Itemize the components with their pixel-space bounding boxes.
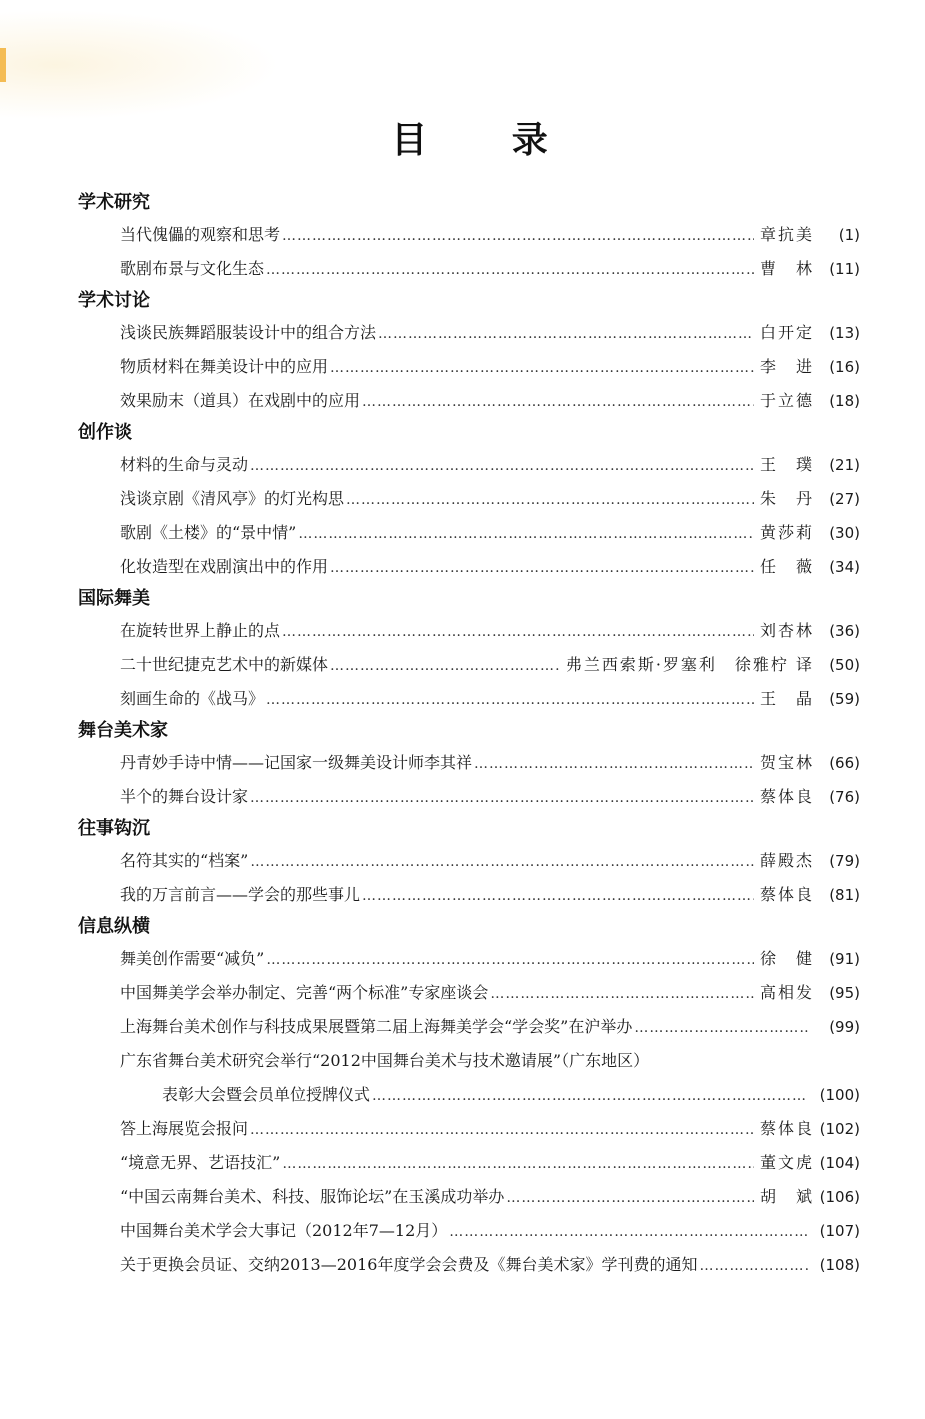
entry-page-number: (79): [829, 852, 860, 870]
toc-entry[interactable]: [78, 1010, 860, 1044]
entry-author: 弗兰西索斯·罗塞利 徐雅柠 译: [565, 655, 814, 674]
entry-author: 黄莎莉: [759, 523, 814, 542]
entry-page-number: (30): [829, 524, 860, 542]
entry-title: 材料的生命与灵动: [120, 455, 249, 474]
entry-title: 浅谈京剧《清风亭》的灯光构思: [120, 489, 345, 508]
toc-entry[interactable]: [78, 878, 860, 912]
entry-author: 于立德: [759, 391, 814, 410]
entry-author: 白开定: [759, 323, 814, 342]
dot-leader: [346, 483, 754, 517]
toc-entry[interactable]: [78, 516, 860, 550]
entry-page-number: (100): [819, 1086, 860, 1104]
table-of-contents: [78, 188, 860, 1282]
entry-page-number: (106): [819, 1188, 860, 1206]
dot-leader: [634, 1011, 808, 1045]
toc-entry[interactable]: [78, 448, 860, 482]
toc-section: [78, 418, 860, 584]
dot-leader: [506, 1181, 754, 1215]
toc-entry[interactable]: [78, 1248, 860, 1282]
dot-leader: [330, 649, 560, 683]
dot-leader: [250, 1113, 754, 1147]
entry-page-number: (34): [829, 558, 860, 576]
dot-leader: [282, 219, 754, 253]
toc-entry[interactable]: [78, 1044, 860, 1078]
section-heading: 学术研究: [78, 192, 150, 213]
dot-leader: [449, 1215, 808, 1249]
toc-entry[interactable]: [78, 780, 860, 814]
entry-author: 王 璞: [759, 455, 814, 474]
entry-title: 歌剧布景与文化生态: [120, 259, 265, 278]
entry-author: 贺宝林: [759, 753, 814, 772]
section-heading: 舞台美术家: [78, 720, 168, 741]
dot-leader: [362, 879, 754, 913]
entry-title: 当代傀儡的观察和思考: [120, 225, 281, 244]
toc-entry[interactable]: [78, 316, 860, 350]
toc-entry[interactable]: [78, 218, 860, 252]
dot-leader: [330, 551, 754, 585]
entry-title: 中国舞台美术学会大事记（2012年7—12月）: [120, 1221, 448, 1240]
toc-entry[interactable]: [78, 1146, 860, 1180]
entry-title: 歌剧《土楼》的“景中情”: [120, 523, 297, 542]
entry-title: 广东省舞台美术研究会举行“2012中国舞台美术与技术邀请展”（广东地区）: [120, 1051, 650, 1070]
toc-section: [78, 286, 860, 418]
toc-entry[interactable]: [78, 1214, 860, 1248]
dot-leader: [282, 1147, 754, 1181]
toc-section: [78, 584, 860, 716]
section-heading: 国际舞美: [78, 588, 150, 609]
entry-page-number: (11): [829, 260, 860, 278]
dot-leader: [372, 1079, 808, 1113]
entry-title: 名符其实的“档案”: [120, 851, 249, 870]
entry-page-number: (102): [819, 1120, 860, 1138]
entry-page-number: (36): [829, 622, 860, 640]
toc-entry[interactable]: [78, 976, 860, 1010]
entry-page-number: (108): [819, 1256, 860, 1274]
entry-page-number: (59): [829, 690, 860, 708]
dot-leader: [330, 351, 754, 385]
entry-title: 在旋转世界上静止的点: [120, 621, 281, 640]
entry-title: “中国云南舞台美术、科技、服饰论坛”在玉溪成功举办: [120, 1187, 505, 1206]
toc-entry[interactable]: [78, 1180, 860, 1214]
entry-title: 关于更换会员证、交纳2013—2016年度学会会费及《舞台美术家》学刊费的通知: [120, 1255, 698, 1274]
entry-author: 朱 丹: [759, 489, 814, 508]
toc-section: [78, 814, 860, 912]
dot-leader: [282, 615, 754, 649]
section-heading: 创作谈: [78, 422, 132, 443]
toc-entry[interactable]: [78, 384, 860, 418]
section-heading: 往事钩沉: [78, 818, 150, 839]
entry-title: 丹青妙手诗中情——记国家一级舞美设计师李其祥: [120, 753, 473, 772]
corner-tab-mark: [0, 48, 6, 82]
entry-author: 徐 健: [759, 949, 814, 968]
toc-entry[interactable]: [78, 746, 860, 780]
entry-page-number: (91): [829, 950, 860, 968]
entry-author: 王 晶: [759, 689, 814, 708]
entry-page-number: (16): [829, 358, 860, 376]
entry-author: 刘杏林: [759, 621, 814, 640]
entry-page-number: (104): [819, 1154, 860, 1172]
toc-entry[interactable]: [78, 682, 860, 716]
entry-author: 董文虎: [759, 1153, 814, 1172]
dot-leader: [362, 385, 754, 419]
entry-title: 上海舞台美术创作与科技成果展暨第二届上海舞美学会“学会奖”在沪举办: [120, 1017, 633, 1036]
entry-title: 半个的舞台设计家: [120, 787, 249, 806]
toc-entry[interactable]: [78, 550, 860, 584]
entry-page-number: (81): [829, 886, 860, 904]
dot-leader: [250, 781, 754, 815]
entry-author: 薛殿杰: [759, 851, 814, 870]
dot-leader: [378, 317, 754, 351]
entry-author: 蔡体良: [759, 1119, 814, 1138]
entry-page-number: (107): [819, 1222, 860, 1240]
entry-title: 二十世纪捷克艺术中的新媒体: [120, 655, 329, 674]
entry-author: 曹 林: [759, 259, 814, 278]
dot-leader: [490, 977, 754, 1011]
toc-section: [78, 188, 860, 286]
dot-leader: [474, 747, 754, 781]
entry-title: 表彰大会暨会员单位授牌仪式: [162, 1085, 371, 1104]
entry-title: “境意无界、艺语技汇”: [120, 1153, 281, 1172]
dot-leader: [266, 253, 754, 287]
toc-entry[interactable]: [78, 1078, 860, 1112]
dot-leader: [266, 943, 754, 977]
entry-author: 李 进: [759, 357, 814, 376]
dot-leader: [266, 683, 754, 717]
section-heading: 信息纵横: [78, 916, 150, 937]
dot-leader: [699, 1249, 808, 1283]
entry-page-number: (13): [829, 324, 860, 342]
entry-author: 高相发: [759, 983, 814, 1002]
entry-page-number: (1): [838, 226, 860, 244]
entry-title: 中国舞美学会举办制定、完善“两个标准”专家座谈会: [120, 983, 489, 1002]
entry-title: 舞美创作需要“减负”: [120, 949, 265, 968]
dot-leader: [298, 517, 754, 551]
toc-section: [78, 912, 860, 1282]
page-title: 目 录: [391, 120, 584, 161]
toc-section: [78, 716, 860, 814]
entry-page-number: (76): [829, 788, 860, 806]
entry-author: 胡 斌: [759, 1187, 814, 1206]
entry-page-number: (27): [829, 490, 860, 508]
entry-page-number: (95): [829, 984, 860, 1002]
entry-author: 任 薇: [759, 557, 814, 576]
toc-entry[interactable]: [78, 614, 860, 648]
entry-author: 蔡体良: [759, 787, 814, 806]
entry-author: 蔡体良: [759, 885, 814, 904]
toc-entry[interactable]: [78, 1112, 860, 1146]
toc-entry[interactable]: [78, 942, 860, 976]
entry-page-number: (66): [829, 754, 860, 772]
toc-entry[interactable]: [78, 350, 860, 384]
entry-title: 浅谈民族舞蹈服装设计中的组合方法: [120, 323, 377, 342]
toc-entry[interactable]: [78, 482, 860, 516]
section-heading: 学术讨论: [78, 290, 150, 311]
entry-title: 答上海展览会报问: [120, 1119, 249, 1138]
entry-page-number: (50): [829, 656, 860, 674]
toc-entry[interactable]: [78, 844, 860, 878]
entry-title: 我的万言前言——学会的那些事儿: [120, 885, 361, 904]
entry-title: 效果励末（道具）在戏剧中的应用: [120, 391, 361, 410]
entry-page-number: (21): [829, 456, 860, 474]
entry-title: 刻画生命的《战马》: [120, 689, 265, 708]
entry-title: 化妆造型在戏剧演出中的作用: [120, 557, 329, 576]
corner-decoration: [0, 10, 280, 120]
entry-title: 物质材料在舞美设计中的应用: [120, 357, 329, 376]
dot-leader: [250, 845, 754, 879]
entry-page-number: (99): [829, 1018, 860, 1036]
toc-entry[interactable]: [78, 648, 860, 682]
entry-author: 章抗美: [759, 225, 814, 244]
toc-entry[interactable]: [78, 252, 860, 286]
dot-leader: [250, 449, 754, 483]
entry-page-number: (18): [829, 392, 860, 410]
